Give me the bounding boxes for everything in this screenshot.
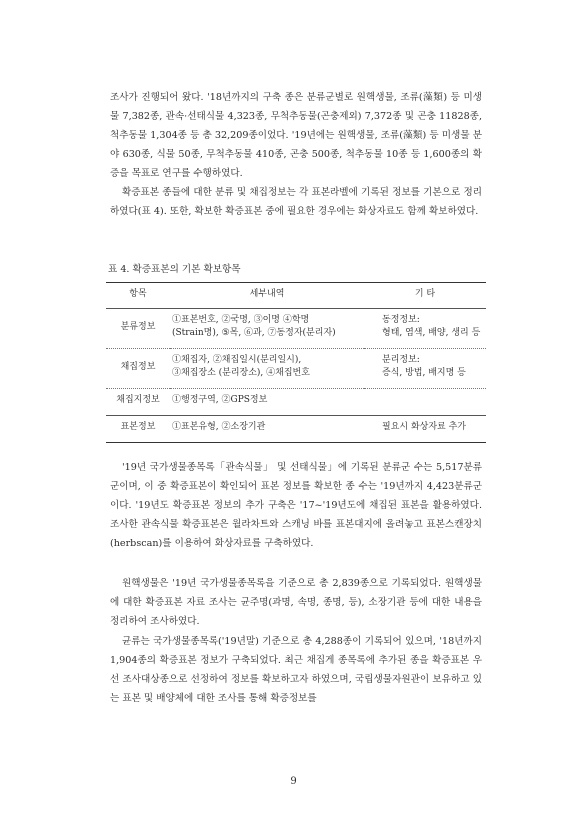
table-row xyxy=(106,309,486,349)
other-line: 증식, 방법, 배지명 등 xyxy=(382,368,466,378)
table-caption: 표 4. 확증표본의 기본 확보항목 xyxy=(108,264,241,275)
detail-line: (Strain명), ⑤목, ⑥과, ⑦동정자(분리자) xyxy=(172,328,336,338)
detail-line: ①채집자, ②채집일시(분리일시), xyxy=(172,355,302,365)
paragraph-specimen-info: 확증표본 종들에 대한 분류 및 채집정보는 각 표본라벨에 기록된 정보를 기본으로 정리하였다(표 4). 또한, 확보한 확증표본 중에 필요한 경우에는 화상자료도 함께 확보하였다. xyxy=(110,187,482,217)
paragraph-prokaryotes: 원핵생물은 '19년 국가생물종목록을 기준으로 총 2,839종으로 기록되었다. 원핵생물에 대한 확증표본 자료 조사는 균주명(과명, 속명, 종명, 등), 소장기관 등에 대한 내용을 정리하여 조사하였다. xyxy=(110,578,482,627)
table-row xyxy=(106,389,486,416)
row-item: 채집정보 xyxy=(106,349,170,389)
detail-line: ①표본번호, ②국명, ③이명 ④학명 xyxy=(172,315,310,325)
paragraph-fungi: 균류는 국가생물종목록('19년말) 기준으로 총 4,288종이 기록되어 있으며, '18년까지 1,904종의 확증표본 정보가 구축되었다. 최근 채집게 종목록에 추가된 종을 확증표본 우선 조사대상종으로 선정하여 정보를 확보하고자 하였으며, 국립생물자원관이 보유하고 있는 표본 및 배양체에 대한 조사를 통해 확증정보를 xyxy=(110,636,482,704)
header-other: 기 타 xyxy=(364,283,486,309)
table-row xyxy=(106,349,486,389)
row-item: 분류정보 xyxy=(106,309,170,349)
detail-line: ①표본유형, ②소장기관 xyxy=(172,422,266,432)
paragraph-intro: 조사가 진행되어 왔다. '18년까지의 구축 종은 분류군별로 원핵생물, 조류(藻類) 등 미생물 7,382종, 관속·선태식물 4,323종, 무척추동물(곤충제외) 7,372종 및 곤충 11828종, 척추동물 1,304종 등 총 32,209종이었다. '19년에는 원핵생물, 조류(藻類) 등 미생물 분야 630종, 식물 50종, 무척추동물 410종, 곤충 500종, 척추동물 10종 등 1,600종의 확증을 목표로 연구를 수행하였다. xyxy=(110,92,482,179)
other-line: 분리정보: xyxy=(382,355,420,365)
table-header-row xyxy=(106,283,486,309)
row-other xyxy=(364,309,486,349)
row-details xyxy=(170,416,364,443)
row-details xyxy=(170,389,364,416)
row-other xyxy=(364,416,486,443)
header-item: 항목 xyxy=(106,283,170,309)
other-line: 형태, 염색, 배양, 생리 등 xyxy=(382,328,481,338)
paragraph-vascular-plants: '19년 국가생물종목록「관속식물」 및 선태식물」에 기록된 분류군 수는 5,517분류군이며, 이 중 확증표본이 확인되어 표본 정보를 확보한 종 수는 '19년까지 4,423분류군이다. '19년도 확증표본 정보의 추가 구축은 '17~'19년도에 채집된 표본을 활용하였다. 조사한 관속식물 확증표본은 월라차트와 스캐닝 바를 표본대지에 올려놓고 표본스캔장치(herbscan)를 이용하여 화상자료를 구축하였다. xyxy=(110,462,482,549)
row-details xyxy=(170,349,364,389)
table-row xyxy=(106,416,486,443)
row-other xyxy=(364,349,486,389)
page-number: 9 xyxy=(290,776,297,787)
specimen-items-table xyxy=(106,282,486,443)
row-item: 채집지정보 xyxy=(116,395,160,405)
row-item: 표본정보 xyxy=(106,416,170,443)
detail-line: ③채집장소 (분리장소), ④채집번호 xyxy=(172,368,310,378)
other-line: 필요시 화상자료 추가 xyxy=(382,422,466,432)
other-line: 동정정보: xyxy=(382,315,420,325)
row-other xyxy=(364,389,486,416)
header-details: 세부내역 xyxy=(170,283,364,309)
detail-line: ①행정구역, ②GPS정보 xyxy=(172,395,268,405)
row-details xyxy=(170,309,364,349)
